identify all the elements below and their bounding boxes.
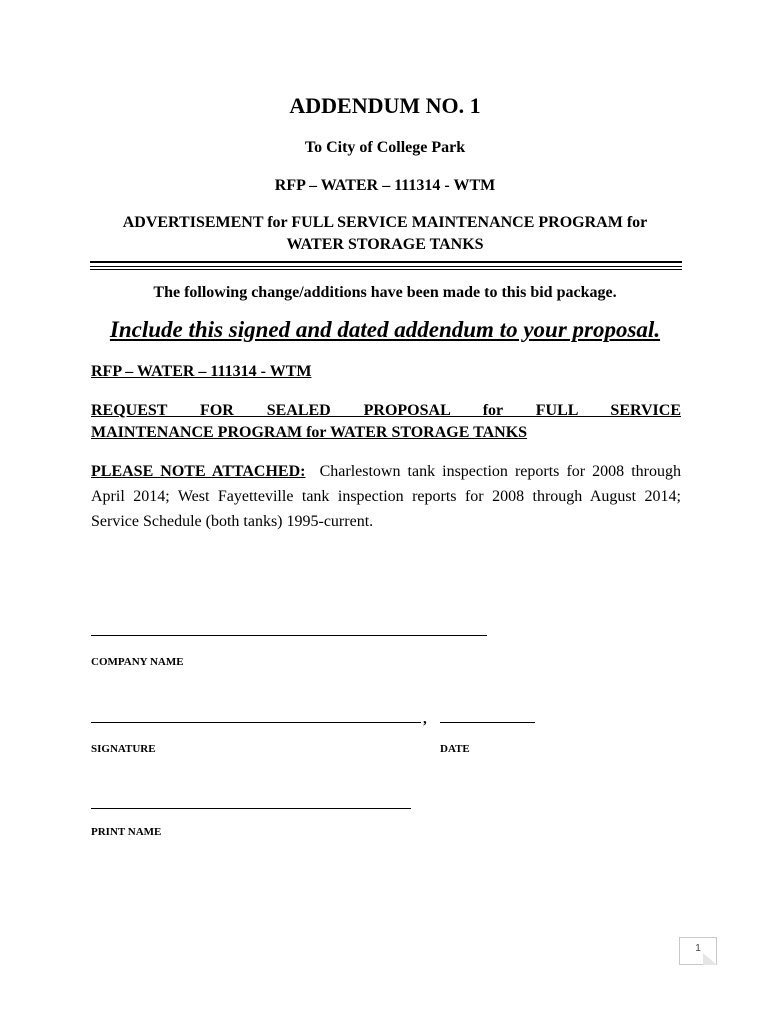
changes-notice: The following change/additions have been made to this bid package. (153, 284, 617, 301)
divider-thin-2 (90, 269, 682, 270)
date-line[interactable] (440, 722, 535, 723)
attachment-note (91, 459, 681, 534)
advertisement-line-1: ADVERTISEMENT for FULL SERVICE MAINTENANCE PROGRAM for (122, 214, 648, 231)
company-name-label: COMPANY NAME (91, 656, 184, 668)
date-label: DATE (440, 743, 470, 755)
divider-thick (90, 261, 682, 263)
company-name-line[interactable] (91, 635, 487, 636)
advertisement-line-2: WATER STORAGE TANKS (286, 236, 484, 253)
signature-line[interactable] (91, 722, 421, 723)
request-heading (91, 400, 681, 444)
advertisement-heading (0, 212, 770, 256)
note-label: PLEASE NOTE ATTACHED: (91, 463, 306, 480)
divider-thin (90, 266, 682, 267)
page-curl-icon (703, 953, 717, 965)
rfp-reference: RFP – WATER – 111314 - WTM (91, 363, 312, 380)
addressee-line: To City of College Park (304, 139, 466, 156)
include-instruction: Include this signed and dated addendum to your proposal. (109, 317, 661, 342)
signature-label: SIGNATURE (91, 743, 156, 755)
rfp-header: RFP – WATER – 111314 - WTM (274, 177, 496, 194)
print-name-label: PRINT NAME (91, 826, 162, 838)
request-line-2: MAINTENANCE PROGRAM for WATER STORAGE TANKS (91, 424, 528, 441)
page-number: 1 (695, 943, 701, 954)
print-name-line[interactable] (91, 808, 411, 809)
document-title: ADDENDUM NO. 1 (289, 93, 481, 118)
note-text: Charlestown tank inspection reports for 2008 through April 2014; West Fayetteville tank inspection reports for 2008 through August 2014; Service Schedule (both tanks) 1995-current. (91, 463, 682, 530)
request-line-1: REQUEST FOR SEALED PROPOSAL for FULL SERVICE (91, 402, 681, 419)
signature-comma: , (423, 711, 427, 727)
